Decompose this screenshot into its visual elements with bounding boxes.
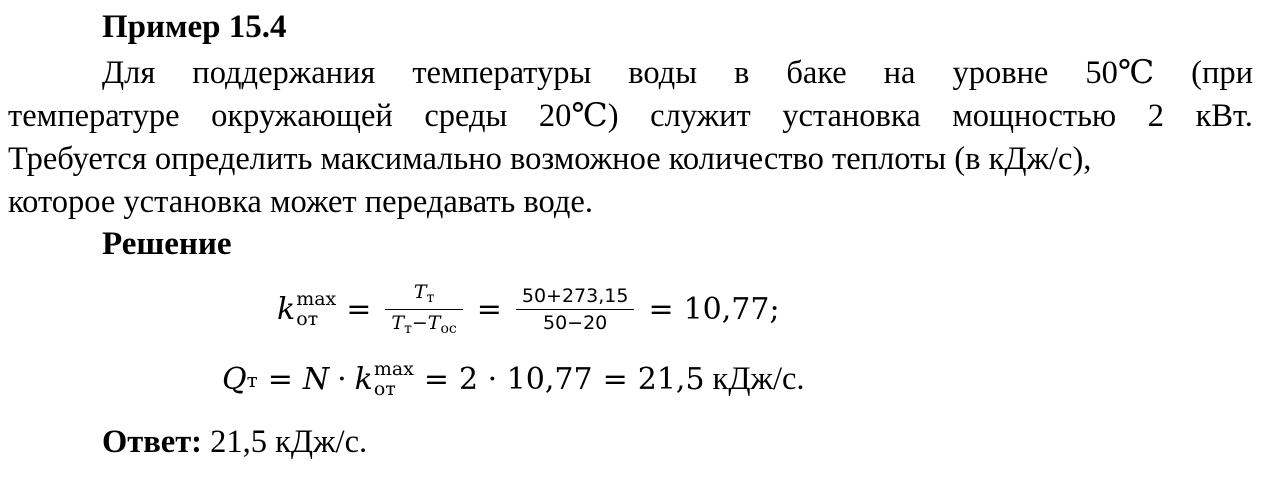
heat-result: 21,5 bbox=[637, 362, 705, 398]
calculation: 2 · 10,77 bbox=[459, 362, 593, 398]
k-indices bbox=[296, 287, 337, 330]
denominator-t: T bbox=[391, 312, 405, 335]
problem-line-1 bbox=[8, 52, 1253, 95]
q-symbol: Q bbox=[222, 362, 247, 398]
example-title: Пример 15.4 bbox=[102, 9, 287, 45]
equals-sign: = bbox=[648, 292, 674, 328]
k-symbol: k bbox=[277, 292, 296, 328]
numerator-t-sub: т bbox=[426, 290, 435, 306]
word: служит bbox=[650, 98, 751, 134]
efficiency-result: 10,77; bbox=[683, 292, 780, 328]
equals-sign: = bbox=[602, 362, 628, 398]
word: кВт. bbox=[1195, 98, 1253, 134]
word: 50℃ bbox=[1085, 55, 1155, 91]
solution-heading: Решение bbox=[102, 226, 232, 262]
multiply-dot: · bbox=[337, 362, 347, 398]
n-symbol: N bbox=[302, 362, 330, 398]
word: окружающей bbox=[211, 98, 393, 134]
k-symbol: k bbox=[354, 362, 373, 398]
equals-sign: = bbox=[423, 362, 450, 398]
numeric-numerator: 50+273,15 bbox=[521, 284, 629, 307]
word: 20℃) bbox=[538, 98, 619, 134]
word: мощностью bbox=[952, 98, 1117, 134]
k-subscript: от bbox=[296, 307, 319, 330]
formula-efficiency bbox=[277, 282, 780, 338]
equals-sign: = bbox=[476, 292, 502, 328]
fraction-symbolic bbox=[385, 282, 462, 338]
denominator-minus: − bbox=[411, 312, 428, 335]
word: температуры bbox=[412, 55, 592, 91]
fraction-numeric bbox=[516, 286, 635, 335]
numerator-t: T bbox=[413, 281, 427, 303]
equals-sign: = bbox=[267, 362, 293, 398]
denominator-toc: T bbox=[427, 312, 441, 335]
answer-label: Ответ: bbox=[102, 424, 203, 460]
k-subscript: от bbox=[373, 377, 396, 400]
heat-unit: кДж/с. bbox=[712, 361, 805, 398]
q-subscript: т bbox=[246, 367, 258, 392]
word: в bbox=[734, 55, 750, 91]
word: 2 bbox=[1147, 98, 1165, 134]
word: установка bbox=[782, 98, 921, 134]
word: воды bbox=[628, 55, 698, 91]
answer-line bbox=[102, 425, 367, 461]
problem-line-4: которое установка может передавать воде. bbox=[8, 184, 593, 220]
k-superscript: max bbox=[373, 358, 414, 380]
formula-heat bbox=[222, 360, 805, 400]
denominator-toc-sub: ос bbox=[440, 321, 457, 338]
word: на bbox=[883, 55, 916, 91]
answer-value: 21,5 кДж/с. bbox=[210, 424, 368, 460]
word: поддержания bbox=[192, 55, 376, 91]
word: среды bbox=[424, 98, 508, 134]
denominator-t-sub: т bbox=[404, 321, 412, 338]
word: (при bbox=[1191, 55, 1253, 91]
word: баке bbox=[786, 55, 847, 91]
problem-line-2 bbox=[8, 95, 1253, 138]
word: Для bbox=[102, 55, 156, 91]
problem-line-3: Требуется определить максимально возможное количество теплоты (в кДж/с), bbox=[8, 141, 1092, 177]
k-indices bbox=[374, 360, 414, 400]
k-superscript: max bbox=[296, 287, 337, 310]
equals-sign: = bbox=[346, 292, 372, 328]
word: температуре bbox=[8, 98, 180, 134]
numeric-denominator: 50−20 bbox=[543, 312, 608, 335]
problem-statement bbox=[8, 52, 1253, 224]
word: уровне bbox=[952, 55, 1049, 91]
